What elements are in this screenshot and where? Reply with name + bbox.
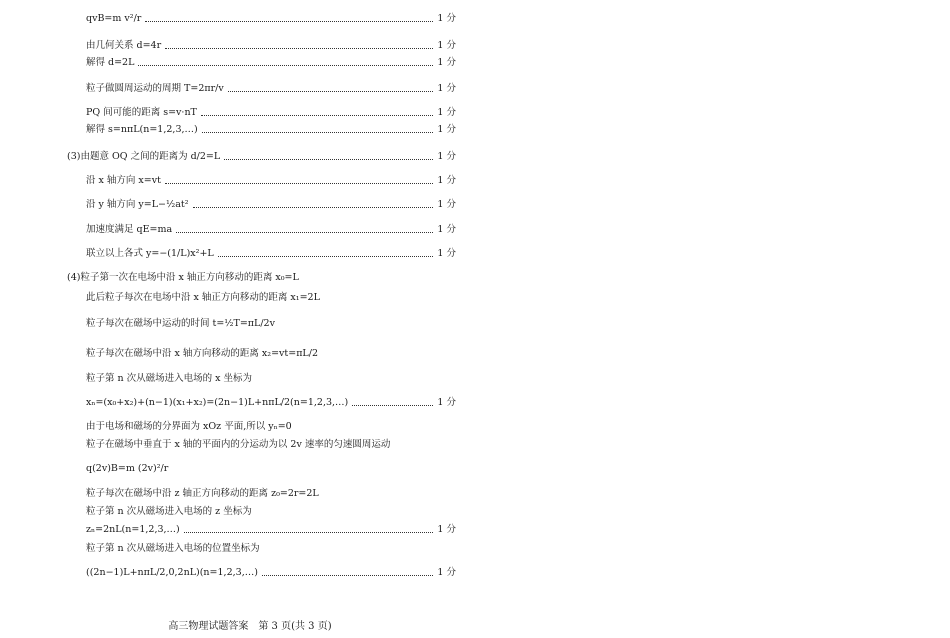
answer-line: 沿 y 轴方向 y=L−½at² 1 分: [86, 199, 456, 210]
answer-line: (3)由题意 OQ 之间的距离为 d/2=L 1 分: [67, 151, 456, 162]
page-footer: 高三物理试题答案 第 3 页(共 3 页): [168, 621, 332, 632]
answer-line: qvB=m v²/r 1 分: [86, 13, 456, 24]
answer-line: ((2n−1)L+nπL/2,0,2nL)(n=1,2,3,…) 1 分: [86, 567, 456, 578]
answer-line: 此后粒子每次在电场中沿 x 轴正方向移动的距离 x₁=2L: [86, 292, 320, 303]
answer-line: 沿 x 轴方向 x=vt 1 分: [86, 175, 456, 186]
answer-line: 粒子做圆周运动的周期 T=2πr/v 1 分: [86, 83, 456, 94]
answer-line: 粒子第 n 次从磁场进入电场的 z 坐标为: [86, 506, 252, 517]
answer-line: PQ 间可能的距离 s=v·nT 1 分: [86, 107, 456, 118]
answer-line: zₙ=2nL(n=1,2,3,…) 1 分: [86, 524, 456, 535]
answer-line: 解得 s=nπL(n=1,2,3,…) 1 分: [86, 124, 456, 135]
answer-line: (4)粒子第一次在电场中沿 x 轴正方向移动的距离 x₀=L: [67, 272, 299, 283]
answer-line: 粒子在磁场中垂直于 x 轴的平面内的分运动为以 2v 速率的匀速圆周运动: [86, 439, 391, 450]
answer-line: 联立以上各式 y=−(1/L)x²+L 1 分: [86, 248, 456, 259]
answer-line: 粒子每次在磁场中沿 x 轴方向移动的距离 x₂=vt=πL/2: [86, 348, 318, 359]
answer-line: 粒子第 n 次从磁场进入电场的 x 坐标为: [86, 373, 253, 384]
answer-line: 由于电场和磁场的分界面为 xOz 平面,所以 yₙ=0: [86, 421, 292, 432]
answer-line: 粒子第 n 次从磁场进入电场的位置坐标为: [86, 543, 260, 554]
answer-line: 粒子每次在磁场中运动的时间 t=½T=πL/2v: [86, 318, 275, 329]
answer-line: 加速度满足 qE=ma 1 分: [86, 224, 456, 235]
answer-line: 解得 d=2L 1 分: [86, 57, 456, 68]
answer-line: 粒子每次在磁场中沿 z 轴正方向移动的距离 z₀=2r=2L: [86, 488, 319, 499]
answer-line: xₙ=(x₀+x₂)+(n−1)(x₁+x₂)=(2n−1)L+nπL/2(n=1,2,3,…) 1 分: [86, 397, 456, 408]
answer-line: q(2v)B=m (2v)²/r: [86, 463, 169, 474]
answer-line: 由几何关系 d=4r 1 分: [86, 40, 456, 51]
